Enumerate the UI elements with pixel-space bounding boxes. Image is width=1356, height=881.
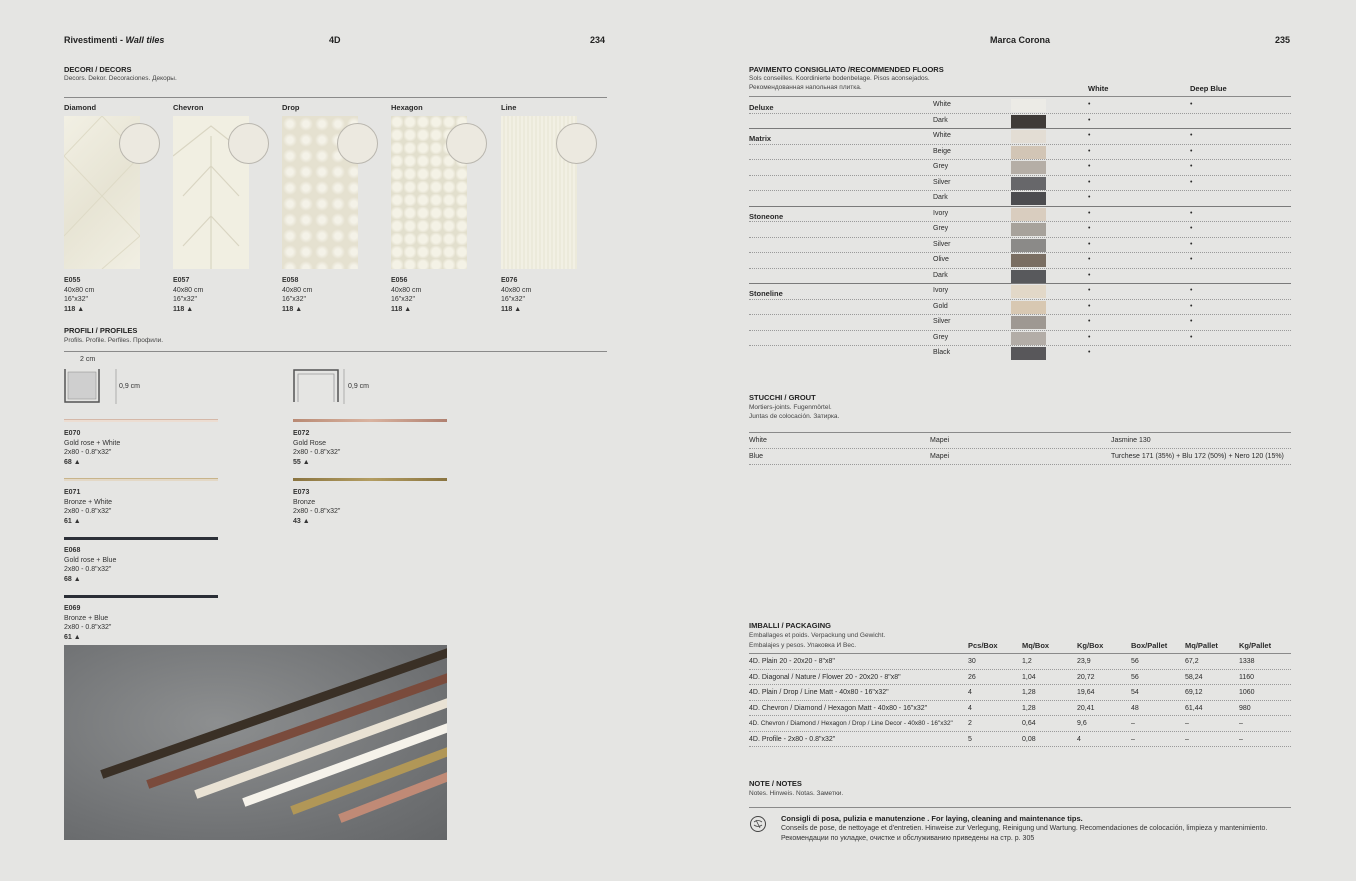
floor-blue-mark: • <box>1190 163 1193 170</box>
profiles-subtitle: Profils. Profile. Perfiles. Профили. <box>64 337 164 344</box>
packaging-cell-mqp: 67,2 <box>1185 658 1199 665</box>
profile-code: E069 <box>64 605 81 612</box>
floors-col-white: White <box>1088 84 1109 93</box>
packaging-cell-item: 4D. Chevron / Diamond / Hexagon / Drop / Line Decor - 40x80 - 16"x32" <box>749 720 953 727</box>
profile-desc: Gold Rose <box>293 439 327 447</box>
packaging-cell-mq: 1,28 <box>1022 689 1036 696</box>
floor-color-name: Black <box>933 349 951 356</box>
floor-color-name: Ivory <box>933 287 949 294</box>
floor-swatch <box>1011 301 1046 314</box>
profile-size: 2x80 - 0.8"x32" <box>64 566 112 573</box>
packaging-cell-boxp: 48 <box>1131 704 1139 712</box>
grout-brand: Mapei <box>930 437 950 444</box>
floor-blue-mark: • <box>1190 147 1193 155</box>
packaging-cell-mqp: 61,44 <box>1185 704 1203 712</box>
floor-color-name: White <box>933 101 951 108</box>
floor-swatch <box>1011 316 1046 329</box>
profile-code: E071 <box>64 489 81 496</box>
decor-size-in: 16"x32" <box>501 296 526 303</box>
packaging-row <box>749 732 1291 748</box>
floor-row <box>749 269 1291 285</box>
profile-section-drawing-1 <box>64 366 118 406</box>
packaging-cell-kg: 19,64 <box>1077 689 1095 696</box>
packaging-row <box>749 654 1291 670</box>
floor-swatch <box>1011 239 1046 252</box>
collection-name: 4D <box>329 35 341 45</box>
packaging-cell-pcs: 4 <box>968 689 972 696</box>
decor-size-cm: 40x80 cm <box>282 286 313 294</box>
floor-swatch <box>1011 115 1046 128</box>
floor-color-name: Dark <box>933 116 948 124</box>
maintenance-tip-text: Conseils de pose, de nettoyage et d'entretien. Hinweise zur Verlegung, Reinigung und Wartung. Recomendaciones de colocación, limpieza y mantenimiento. Рекомендации по укладке, очистке и обслуживанию приведены на стр. p. 305 <box>781 825 1268 842</box>
notes-title: NOTE / NOTES <box>749 779 802 788</box>
floor-family-name: Stoneline <box>749 289 783 298</box>
floors-col-deep-blue: Deep Blue <box>1190 84 1227 93</box>
floor-row <box>749 191 1291 207</box>
pack-col-mq-box: Mq/Box <box>1022 641 1050 650</box>
floor-blue-mark: • <box>1190 132 1193 139</box>
floor-swatch <box>1011 270 1046 283</box>
grout-row <box>749 449 1291 465</box>
packaging-cell-item: 4D. Chevron / Diamond / Hexagon Matt - 40x80 - 16"x32" <box>749 704 928 712</box>
packaging-row <box>749 716 1291 732</box>
grout-brand: Mapei <box>930 453 950 460</box>
profile-price: 43 ▲ <box>293 517 310 525</box>
floor-white-mark: • <box>1088 271 1091 279</box>
decors-rule <box>64 97 607 98</box>
packaging-cell-kg: 20,72 <box>1077 673 1095 681</box>
floor-family-name: Deluxe <box>749 103 774 112</box>
maintenance-tip-title: Consigli di posa, pulizia e manutenzione . For laying, cleaning and maintenance tips. <box>781 814 1083 823</box>
profile-code: E072 <box>293 430 310 437</box>
profile-info-e069 <box>64 604 111 642</box>
floor-white-mark: • <box>1088 178 1091 186</box>
profile-info-e072 <box>293 429 340 467</box>
packaging-cell-item: 4D. Plain / Drop / Line Matt - 40x80 - 16"x32" <box>749 689 889 696</box>
floor-white-mark: • <box>1088 209 1091 217</box>
notes-rule <box>749 807 1291 808</box>
profile-desc: Bronze + White <box>64 498 113 506</box>
profile-size: 2x80 - 0.8"x32" <box>64 508 112 515</box>
profile-code: E073 <box>293 489 310 496</box>
floor-color-name: Dark <box>933 271 948 279</box>
packaging-cell-pcs: 2 <box>968 720 972 727</box>
floor-row <box>749 315 1291 331</box>
packaging-cell-mq: 0,08 <box>1022 735 1036 743</box>
floor-white-mark: • <box>1088 349 1091 356</box>
profile-info-e073 <box>293 488 340 526</box>
packaging-cell-item: 4D. Profile - 2x80 - 0.8"x32" <box>749 735 836 743</box>
floor-blue-mark: • <box>1190 101 1193 108</box>
packaging-cell-boxp: – <box>1131 735 1135 743</box>
floor-white-mark: • <box>1088 147 1091 155</box>
profiles-title: PROFILI / PROFILES <box>64 326 138 335</box>
profile-price: 68 ▲ <box>64 575 81 583</box>
profile-price: 68 ▲ <box>64 458 81 466</box>
floor-swatch <box>1011 223 1046 236</box>
page-number-left: 234 <box>590 35 606 45</box>
floor-color-name: Grey <box>933 163 949 170</box>
profile-bar-e070 <box>64 419 218 422</box>
decor-size-cm: 40x80 cm <box>173 286 204 294</box>
decor-size-in: 16"x32" <box>391 296 416 303</box>
floor-color-name: Silver <box>933 240 951 248</box>
floor-color-name: Beige <box>933 147 951 155</box>
floor-swatch <box>1011 130 1046 143</box>
floor-row <box>749 129 1291 145</box>
packaging-subtitle-2: Embalajes y pesos. Упаковка И Вес. <box>749 642 857 649</box>
floor-swatch <box>1011 332 1046 345</box>
floors-subtitle-1: Sols conseilles. Koordinierte bodenbelage. Pisos aconsejados. <box>749 75 930 82</box>
packaging-cell-pcs: 26 <box>968 673 976 681</box>
decor-size-in: 16"x32" <box>64 296 89 303</box>
profile-desc: Gold rose + White <box>64 439 121 447</box>
packaging-cell-boxp: 56 <box>1131 658 1139 665</box>
floor-row <box>749 98 1291 114</box>
packaging-cell-kgp: 1160 <box>1239 673 1255 681</box>
decor-size-in: 16"x32" <box>282 296 307 303</box>
packaging-cell-kgp: – <box>1239 735 1243 743</box>
decor-price: 118 ▲ <box>173 305 194 313</box>
floor-swatch <box>1011 161 1046 174</box>
packaging-cell-kg: 20,41 <box>1077 704 1095 712</box>
profile-width-label: 2 cm <box>80 356 96 363</box>
decor-code: E056 <box>391 277 408 284</box>
profile-info-e070 <box>64 429 120 467</box>
packaging-cell-mqp: 58,24 <box>1185 673 1203 681</box>
decor-size-cm: 40x80 cm <box>501 286 532 294</box>
profiles-rule <box>64 351 607 352</box>
decor-name-drop: Drop <box>282 103 300 112</box>
decor-name-diamond: Diamond <box>64 103 97 112</box>
decor-detail-drop <box>337 123 378 164</box>
packaging-cell-kg: 9,6 <box>1077 720 1087 727</box>
floor-white-mark: • <box>1088 256 1091 263</box>
packaging-cell-mq: 1,04 <box>1022 673 1036 681</box>
floor-swatch <box>1011 99 1046 112</box>
maintenance-icon <box>749 815 767 833</box>
floors-subtitle-2: Рекомендованная напольная плитка. <box>749 84 862 91</box>
packaging-cell-pcs: 4 <box>968 704 972 712</box>
pack-col-box-pallet: Box/Pallet <box>1131 641 1168 650</box>
floor-row <box>749 238 1291 254</box>
floor-row <box>749 222 1291 238</box>
packaging-cell-kgp: – <box>1239 720 1243 727</box>
packaging-cell-boxp: 54 <box>1131 689 1139 696</box>
packaging-cell-kgp: 1338 <box>1239 658 1255 665</box>
packaging-title: IMBALLI / PACKAGING <box>749 621 831 630</box>
decor-size-cm: 40x80 cm <box>391 286 422 294</box>
profile-bar-e071 <box>64 478 218 481</box>
pack-col-kg-box: Kg/Box <box>1077 641 1104 650</box>
decors-subtitle: Decors. Dekor. Decoraciones. Декоры. <box>64 75 177 82</box>
packaging-cell-mqp: – <box>1185 735 1189 743</box>
floor-swatch <box>1011 254 1046 267</box>
floor-row <box>749 331 1291 347</box>
decor-price: 118 ▲ <box>64 305 85 313</box>
packaging-subtitle-1: Emballages et poids. Verpackung und Gewicht. <box>749 632 886 639</box>
decor-detail-line <box>556 123 597 164</box>
packaging-cell-mq: 1,2 <box>1022 658 1032 665</box>
profile-size: 2x80 - 0.8"x32" <box>293 449 341 456</box>
header-section-italic: Wall tiles <box>125 35 165 45</box>
profile-size: 2x80 - 0.8"x32" <box>64 449 112 456</box>
grout-subtitle-2: Juntas de colocación. Затирка. <box>749 413 840 420</box>
packaging-cell-kg: 23,9 <box>1077 658 1091 665</box>
decor-name-hexagon: Hexagon <box>391 103 423 112</box>
decor-name-chevron: Chevron <box>173 103 204 112</box>
floor-white-mark: • <box>1088 132 1091 139</box>
floor-swatch <box>1011 208 1046 221</box>
decor-price: 118 ▲ <box>391 305 412 313</box>
page-number-right: 235 <box>1275 35 1291 45</box>
grout-title: STUCCHI / GROUT <box>749 393 816 402</box>
packaging-cell-mqp: – <box>1185 720 1189 727</box>
floor-row <box>749 176 1291 192</box>
decor-code: E058 <box>282 277 299 284</box>
floor-blue-mark: • <box>1190 240 1193 248</box>
profile-code: E068 <box>64 547 81 554</box>
decor-detail-chevron <box>228 123 269 164</box>
floor-blue-mark: • <box>1190 178 1193 186</box>
floor-white-mark: • <box>1088 116 1091 124</box>
profile-desc: Bronze + Blue <box>64 614 109 622</box>
pack-col-kg-pallet: Kg/Pallet <box>1239 641 1272 650</box>
floor-family-name: Stoneone <box>749 211 784 221</box>
page-header-section <box>64 35 164 45</box>
decor-detail-hexagon <box>446 123 487 164</box>
packaging-cell-mqp: 69,12 <box>1185 689 1203 696</box>
floor-white-mark: • <box>1088 225 1091 232</box>
packaging-cell-item: 4D. Plain 20 - 20x20 - 8"x8" <box>749 658 835 665</box>
floor-color-name: Silver <box>933 318 951 325</box>
profile-bar-e069 <box>64 595 218 598</box>
profile-info-e068 <box>64 546 116 584</box>
profile-desc: Bronze <box>293 498 316 506</box>
profile-price: 61 ▲ <box>64 633 81 641</box>
floor-color-name: Silver <box>933 178 951 186</box>
packaging-cell-boxp: 56 <box>1131 673 1139 681</box>
decor-info-chevron <box>173 276 203 314</box>
grout-product: Jasmine 130 <box>1111 437 1151 444</box>
notes-subtitle: Notes. Hinweis. Notas. Заметки. <box>749 790 844 797</box>
decor-size-cm: 40x80 cm <box>64 286 95 294</box>
packaging-cell-mq: 0,64 <box>1022 720 1036 727</box>
profile-bar-e068 <box>64 537 218 540</box>
floor-swatch <box>1011 192 1046 205</box>
packaging-cell-pcs: 5 <box>968 735 972 743</box>
floor-row <box>749 114 1291 130</box>
floor-white-mark: • <box>1088 240 1091 248</box>
decor-code: E057 <box>173 277 190 284</box>
grout-tile: White <box>749 437 767 444</box>
floor-color-name: Grey <box>933 333 949 341</box>
profile-info-e071 <box>64 488 112 526</box>
decor-price: 118 ▲ <box>282 305 303 313</box>
packaging-cell-item: 4D. Diagonal / Nature / Flower 20 - 20x20 - 8"x8" <box>749 673 901 681</box>
floor-color-name: Ivory <box>933 209 949 217</box>
floor-blue-mark: • <box>1190 225 1193 232</box>
floor-row <box>749 346 1291 362</box>
floor-blue-mark: • <box>1190 287 1193 294</box>
profile-price: 55 ▲ <box>293 458 310 466</box>
packaging-cell-pcs: 30 <box>968 658 976 665</box>
floor-white-mark: • <box>1088 287 1091 294</box>
profile-code: E070 <box>64 430 81 437</box>
floor-blue-mark: • <box>1190 318 1193 325</box>
floor-row <box>749 160 1291 176</box>
floor-white-mark: • <box>1088 333 1091 341</box>
profile-desc: Gold rose + Blue <box>64 556 117 564</box>
grout-subtitle-1: Mortiers-joints. Fugenmörtel. <box>749 404 832 411</box>
grout-row <box>749 433 1291 449</box>
floor-swatch <box>1011 347 1046 360</box>
decor-info-drop <box>282 276 312 314</box>
decors-title: DECORI / DECORS <box>64 65 132 74</box>
profile-price: 61 ▲ <box>64 517 81 525</box>
floor-row <box>749 253 1291 269</box>
floor-row <box>749 284 1291 300</box>
floor-color-name: Gold <box>933 302 948 310</box>
packaging-cell-kgp: 1060 <box>1239 689 1255 696</box>
floor-blue-mark: • <box>1190 333 1193 341</box>
profile-section-drawing-2 <box>292 366 346 406</box>
floor-swatch <box>1011 285 1046 298</box>
floor-family-name: Matrix <box>749 134 772 143</box>
packaging-row <box>749 670 1291 686</box>
packaging-cell-boxp: – <box>1131 720 1135 727</box>
floor-color-name: White <box>933 132 951 139</box>
floor-color-name: Olive <box>933 256 949 263</box>
profiles-photo-rods <box>64 645 447 840</box>
pack-col-mq-pallet: Mq/Pallet <box>1185 641 1218 650</box>
profile-bar-e073 <box>293 478 447 481</box>
profiles-photo <box>64 645 447 840</box>
decor-name-line: Line <box>501 103 517 112</box>
floor-white-mark: • <box>1088 302 1091 310</box>
profile-height-label-1: 0,9 cm <box>119 383 141 390</box>
packaging-cell-kgp: 980 <box>1239 704 1251 712</box>
profile-height-label-2: 0,9 cm <box>348 383 370 390</box>
grout-tile: Blue <box>749 453 764 460</box>
decor-info-line <box>501 276 531 314</box>
floor-row <box>749 300 1291 316</box>
packaging-row <box>749 685 1291 701</box>
decor-size-in: 16"x32" <box>173 296 198 303</box>
floors-title: PAVIMENTO CONSIGLIATO /RECOMMENDED FLOORS <box>749 65 944 74</box>
floor-color-name: Grey <box>933 225 949 232</box>
floor-blue-mark: • <box>1190 256 1193 263</box>
floor-white-mark: • <box>1088 163 1091 170</box>
floor-blue-mark: • <box>1190 209 1193 217</box>
floor-row <box>749 207 1291 223</box>
pack-col-pcs-box: Pcs/Box <box>968 641 998 650</box>
decor-detail-diamond <box>119 123 160 164</box>
grout-product: Turchese 171 (35%) + Blu 172 (50%) + Nero 120 (15%) <box>1111 453 1284 460</box>
packaging-cell-kg: 4 <box>1077 735 1081 743</box>
decor-code: E055 <box>64 277 81 284</box>
decor-info-hexagon <box>391 276 421 314</box>
packaging-row <box>749 701 1291 717</box>
header-section-label: Rivestimenti - <box>64 35 126 45</box>
floor-blue-mark: • <box>1190 302 1193 310</box>
profile-size: 2x80 - 0.8"x32" <box>64 624 112 631</box>
brand-name: Marca Corona <box>990 35 1051 45</box>
profile-size: 2x80 - 0.8"x32" <box>293 508 341 515</box>
floor-white-mark: • <box>1088 101 1091 108</box>
floor-color-name: Dark <box>933 194 948 201</box>
decor-price: 118 ▲ <box>501 305 522 313</box>
profile-bar-e072 <box>293 419 447 422</box>
floor-white-mark: • <box>1088 318 1091 325</box>
floor-row <box>749 145 1291 161</box>
floor-white-mark: • <box>1088 194 1091 201</box>
floors-rule <box>749 96 1291 97</box>
decor-code: E076 <box>501 277 518 284</box>
packaging-cell-mq: 1,28 <box>1022 704 1036 712</box>
floor-swatch <box>1011 177 1046 190</box>
decor-info-diamond <box>64 276 94 314</box>
floor-swatch <box>1011 146 1046 159</box>
